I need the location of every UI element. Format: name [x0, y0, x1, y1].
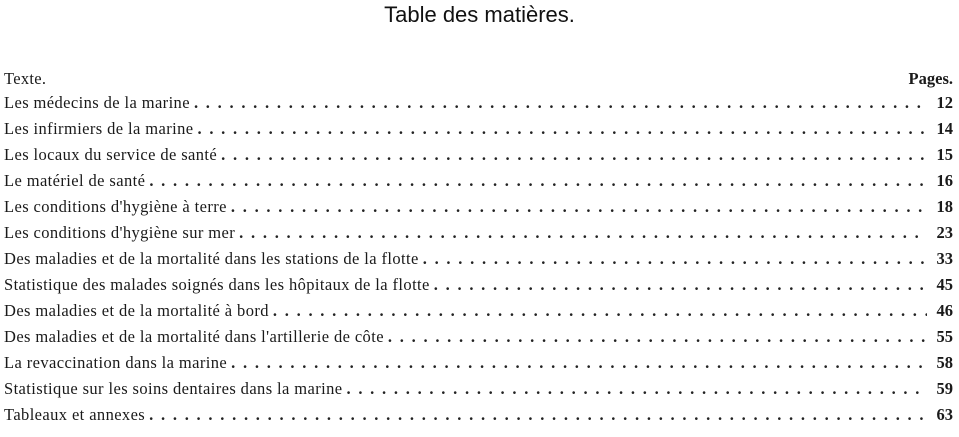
toc-entry-page: 33 [936, 249, 953, 268]
toc-entry-page: 14 [936, 119, 953, 138]
dot-leader [149, 402, 927, 428]
toc-entry [4, 220, 955, 246]
dot-leader [388, 324, 927, 350]
toc-entry-title: Statistique sur les soins dentaires dans la marine [4, 379, 343, 398]
toc-entry-title: Des maladies et de la mortalité à bord [4, 301, 269, 320]
dot-leader [194, 90, 927, 116]
toc-entry [4, 324, 955, 350]
toc-entry [4, 376, 955, 402]
column-label-pages: Pages. [908, 69, 953, 88]
toc-entry [4, 402, 955, 428]
page-title: Table des matières. [384, 2, 575, 27]
toc-entry-page: 59 [936, 379, 953, 398]
toc-entry-page: 45 [936, 275, 953, 294]
toc-entry [4, 90, 955, 116]
toc-header [4, 67, 955, 90]
toc-entry [4, 116, 955, 142]
toc-entry-page: 18 [936, 197, 953, 216]
dot-leader [239, 220, 927, 246]
dot-leader [197, 116, 927, 142]
toc-entry-title: Les médecins de la marine [4, 93, 190, 112]
toc-entry [4, 194, 955, 220]
toc-entry-title: Les conditions d'hygiène sur mer [4, 223, 236, 242]
toc-entry [4, 168, 955, 194]
dot-leader [273, 298, 927, 324]
dot-leader [231, 194, 927, 220]
dot-leader [434, 272, 927, 298]
toc-entry-title: Des maladies et de la mortalité dans les stations de la flotte [4, 249, 419, 268]
dot-leader [149, 168, 927, 194]
toc-entry-title: Les conditions d'hygiène à terre [4, 197, 227, 216]
toc-entry-title: Tableaux et annexes [4, 405, 146, 424]
dot-leader [346, 376, 927, 402]
toc-entry-title: Statistique des malades soignés dans les hôpitaux de la flotte [4, 275, 430, 294]
toc-entry-page: 23 [936, 223, 953, 242]
toc-entry [4, 350, 955, 376]
toc-entry-title: Le matériel de santé [4, 171, 146, 190]
toc-entry [4, 142, 955, 168]
toc-entry-title: Des maladies et de la mortalité dans l'artillerie de côte [4, 327, 384, 346]
dot-leader [221, 142, 927, 168]
dot-leader [231, 350, 927, 376]
toc-entry [4, 272, 955, 298]
toc-entry-page: 55 [936, 327, 953, 346]
toc-entry-title: La revaccination dans la marine [4, 353, 228, 372]
table-of-contents [4, 67, 955, 428]
toc-entry [4, 246, 955, 272]
toc-entry [4, 298, 955, 324]
column-label-text: Texte. [4, 69, 47, 88]
toc-entry-title: Les locaux du service de santé [4, 145, 218, 164]
dot-leader [423, 246, 927, 272]
toc-entry-page: 58 [936, 353, 953, 372]
toc-entry-page: 63 [936, 405, 953, 424]
toc-entry-title: Les infirmiers de la marine [4, 119, 194, 138]
toc-entry-page: 15 [936, 145, 953, 164]
toc-entry-page: 12 [936, 93, 953, 112]
toc-entry-page: 16 [936, 171, 953, 190]
toc-entry-page: 46 [936, 301, 953, 320]
